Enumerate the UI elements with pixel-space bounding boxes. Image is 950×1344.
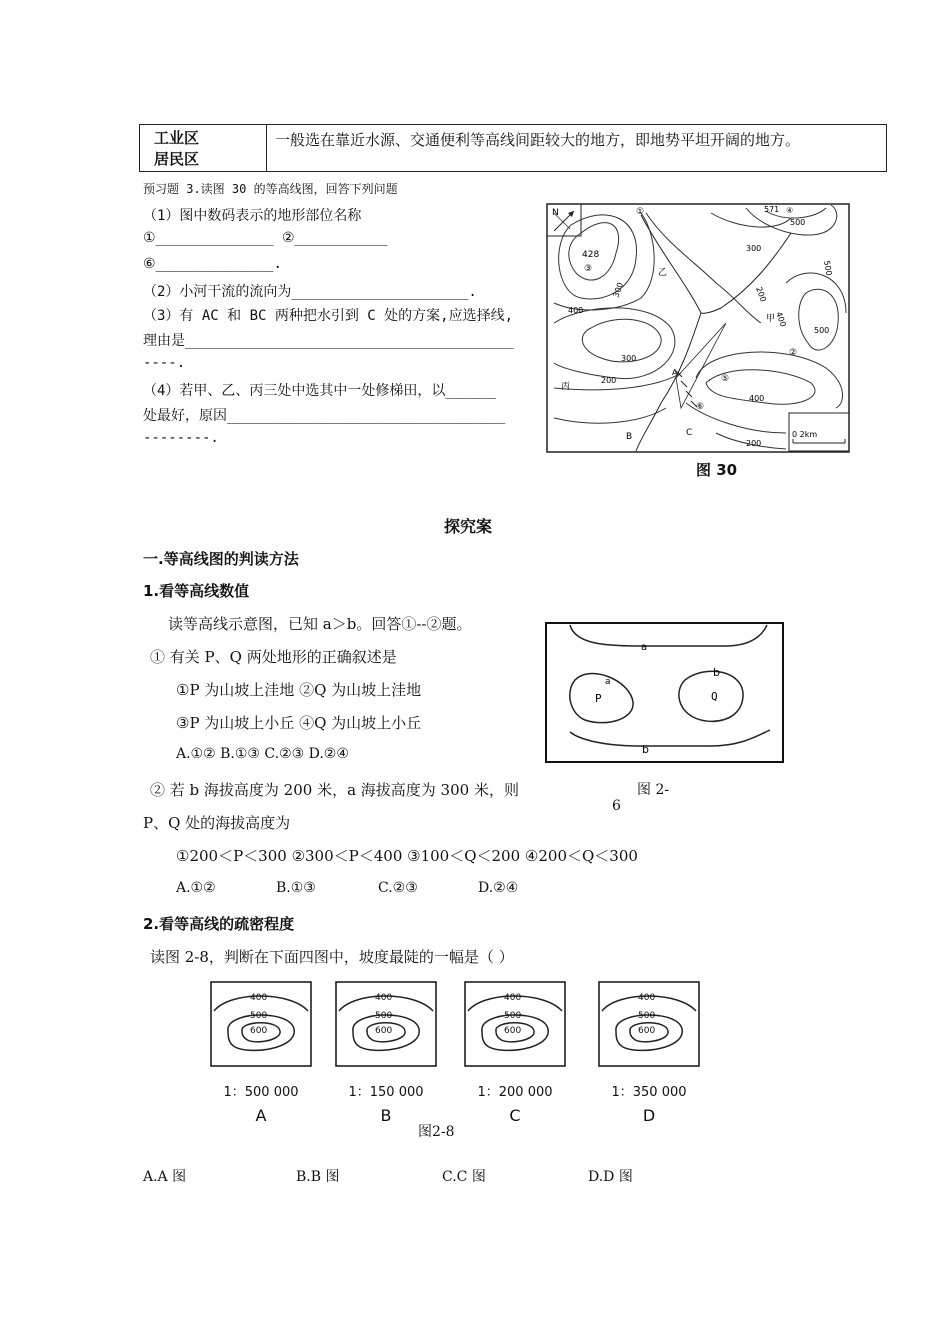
fig28-scale-label: 1：150 000 [348, 1085, 424, 1100]
fig28-contour-label: 600 [638, 1026, 656, 1036]
q2-stem-line2: P、Q 处的海拔高度为 [143, 814, 291, 832]
fig30-label-6: ⑥ [696, 402, 705, 412]
fig30-label-571: 571 [764, 205, 780, 214]
fig30-label-300b: 300 [611, 281, 626, 299]
zone-label-cell [140, 125, 267, 172]
fig30-label-A: A [672, 368, 678, 377]
preview-q3-line3: ----. [143, 355, 186, 371]
fig28-caption: 图2-8 [418, 1124, 455, 1140]
fig28-map-a [210, 981, 312, 1125]
fig28-contour-label: 400 [638, 993, 656, 1003]
fig28-contour-label: 400 [375, 993, 393, 1003]
preview-q1-line1: ①______________ ②___________ [143, 230, 388, 246]
fig28-map-svg [335, 981, 437, 1067]
fig30-label-2: ② [789, 348, 798, 358]
north-label: N [552, 208, 559, 218]
fig28-contour-label: 500 [504, 1011, 522, 1021]
fig28-contour-label: 400 [504, 993, 522, 1003]
fig28-map-d [598, 981, 700, 1125]
preview-q1-line2: ⑥______________. [143, 256, 282, 272]
fig30-label-200c: 200 [746, 439, 762, 448]
q2-choice-c: C.②③ [378, 880, 418, 896]
fig28-map-letter: A [255, 1106, 267, 1125]
preview-q4-line3: --------. [143, 430, 219, 446]
answer-b: B.B 图 [296, 1169, 340, 1185]
land-use-table [139, 124, 887, 172]
sub1-intro: 读等高线示意图，已知 a＞b。回答①--②题。 [168, 615, 472, 633]
fig30-label-500b: 500 [822, 259, 834, 277]
figure-2-6-map [545, 622, 785, 764]
fig30-label-5: ⑤ [721, 374, 730, 384]
fig30-label-428: 428 [582, 250, 600, 260]
q1-options-line2: ③P 为山坡上小丘 ④Q 为山坡上小丘 [176, 714, 422, 732]
fig26-caption-line2: 6 [612, 798, 621, 814]
fig28-contour-label: 600 [250, 1026, 268, 1036]
fig26-caption-line1: 图 2- [637, 782, 670, 798]
fig30-label-300c: 300 [621, 354, 637, 363]
fig28-map-svg [464, 981, 566, 1067]
fig28-map-svg [210, 981, 312, 1067]
fig30-label-500a: 500 [790, 218, 806, 227]
fig30-label-4: ④ [786, 206, 794, 215]
fig30-label-1: ① [636, 207, 645, 217]
fig28-contour-label: 600 [504, 1026, 522, 1036]
figure-30-contour-map [546, 203, 852, 455]
preview-q1: （1）图中数码表示的地形部位名称 [143, 208, 362, 224]
fig30-label-bing: 丙 [561, 382, 571, 392]
fig28-contour-label: 500 [375, 1011, 393, 1021]
fig30-label-500c: 500 [814, 326, 830, 335]
preview-q3-line2: 理由是_______________________________________ [143, 333, 514, 349]
preview-q4-line2: 处最好，原因_________________________________ [143, 408, 506, 424]
preview-q4-line1: （4）若甲、乙、丙三处中选其中一处修梯田，以______ [143, 383, 496, 399]
q2-choice-d: D.②④ [478, 880, 519, 896]
q1-stem: ① 有关 P、Q 两处地形的正确叙述是 [150, 648, 397, 666]
fig28-contour-label: 600 [375, 1026, 393, 1036]
fig26-label-b2: b [642, 743, 649, 756]
answer-a: A.A 图 [143, 1169, 187, 1185]
fig28-contour-label: 500 [638, 1011, 656, 1021]
fig30-label-400a: 400 [568, 306, 584, 315]
fig28-scale-label: 1：350 000 [611, 1085, 687, 1100]
answer-d: D.D 图 [588, 1169, 633, 1185]
fig28-map-letter: D [642, 1106, 656, 1125]
fig28-contour-label: 400 [250, 993, 268, 1003]
sub2-heading: 2.看等高线的疏密程度 [143, 915, 295, 933]
fig28-map-letter: B [380, 1106, 392, 1125]
q2-stem-line1: ② 若 b 海拔高度为 200 米，a 海拔高度为 300 米，则 [150, 781, 519, 799]
q2-options: ①200＜P＜300 ②300＜P＜400 ③100＜Q＜200 ④200＜Q＜300 [176, 847, 638, 865]
scale-label: 0 2km [792, 430, 818, 439]
fig30-label-jia: 甲 [766, 314, 776, 324]
fig30-label-300a: 300 [746, 244, 762, 253]
zone-description: 一般选在靠近水源、交通便利等高线间距较大的地方，即地势平坦开阔的地方。 [267, 125, 887, 172]
fig28-scale-label: 1：500 000 [223, 1085, 299, 1100]
q1-choices: A.①② B.①③ C.②③ D.②④ [176, 746, 349, 762]
industrial-zone-label: 工业区 [154, 129, 200, 147]
fig26-label-Q: Q [711, 690, 718, 703]
fig28-scale-label: 1：200 000 [477, 1085, 553, 1100]
fig26-label-P: P [595, 692, 602, 705]
residential-zone-label: 居民区 [154, 150, 200, 168]
fig26-label-a1: a [641, 642, 648, 653]
fig30-label-C: C [686, 428, 693, 438]
preview-q3-line1: （3）有 AC 和 BC 两种把水引到 C 处的方案,应选择线, [143, 308, 514, 324]
q1-options-line1: ①P 为山坡上洼地 ②Q 为山坡上洼地 [176, 681, 422, 699]
preview-intro: 预习题 3.读图 30 的等高线图，回答下列问题 [143, 182, 398, 196]
preview-q2: （2）小河干流的流向为_____________________. [143, 284, 477, 300]
fig30-label-yi: 乙 [658, 268, 668, 278]
fig28-map-c [464, 981, 566, 1125]
fig30-label-200b: 200 [754, 285, 768, 304]
fig30-label-200a: 200 [601, 376, 617, 385]
fig30-label-400b: 400 [774, 310, 788, 329]
fig28-map-letter: C [509, 1106, 521, 1125]
answer-c: C.C 图 [442, 1169, 486, 1185]
fig30-label-B: B [626, 432, 633, 442]
fig26-label-b1: b [713, 666, 720, 679]
fig26-label-a2: a [605, 677, 611, 687]
sub1-heading: 1.看等高线数值 [143, 582, 250, 600]
fig28-map-svg [598, 981, 700, 1067]
figure-30-caption: 图 30 [696, 461, 738, 479]
section1-heading: 一.等高线图的判读方法 [143, 550, 299, 568]
read-fig28-question: 读图 2-8，判断在下面四图中，坡度最陡的一幅是（ ） [150, 948, 514, 966]
q2-choice-b: B.①③ [276, 880, 316, 896]
fig30-label-3: ③ [584, 264, 593, 274]
inquiry-title: 探究案 [444, 517, 493, 536]
fig28-map-b [335, 981, 437, 1125]
fig30-label-400c: 400 [749, 394, 765, 403]
fig28-contour-label: 500 [250, 1011, 268, 1021]
q2-choice-a: A.①② [176, 880, 216, 896]
